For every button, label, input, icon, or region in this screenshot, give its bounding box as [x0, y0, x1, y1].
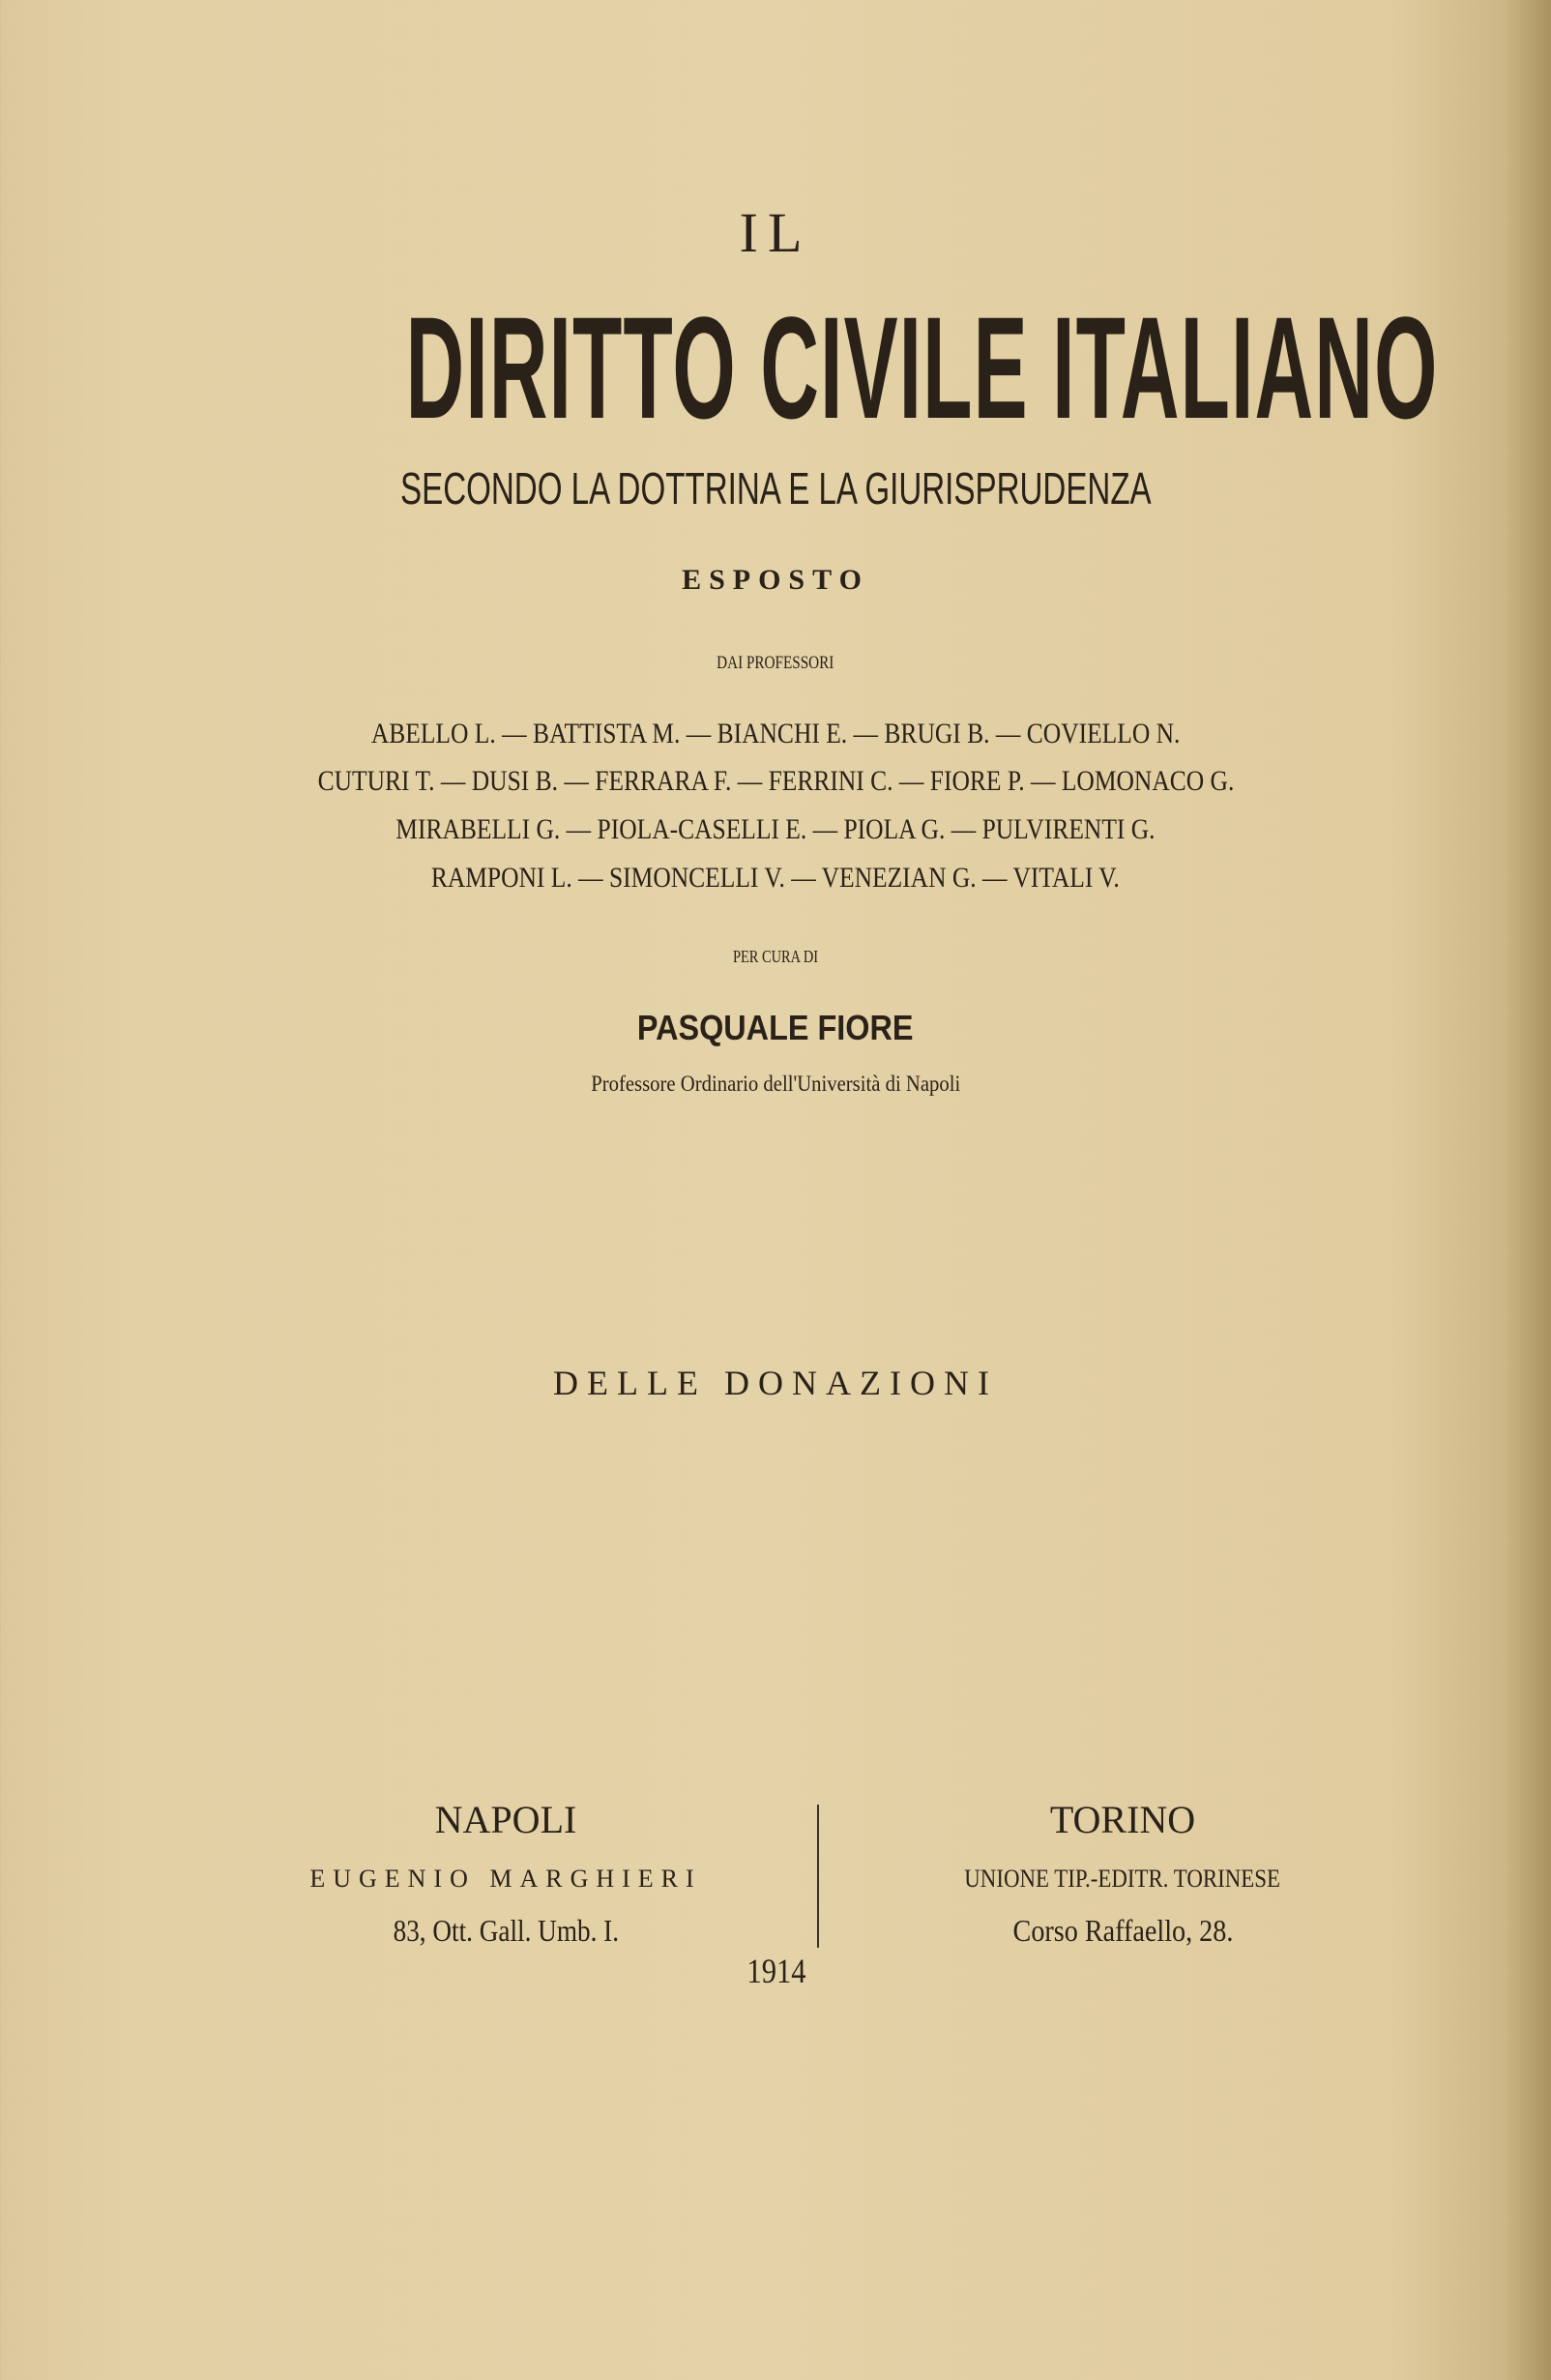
imprint-left-publisher: EUGENIO MARGHIERI: [309, 1865, 702, 1893]
imprint-left-address: 83, Ott. Gall. Umb. I.: [393, 1913, 619, 1948]
imprint-right-publisher: UNIONE TIP.-EDITR. TORINESE: [964, 1865, 1281, 1893]
imprint-right-city: TORINO: [1049, 1798, 1196, 1841]
editor-role: Professore Ordinario dell'Università di Napoli: [591, 1072, 960, 1096]
imprint-left-city: NAPOLI: [434, 1798, 577, 1841]
title-article: IL: [739, 201, 812, 264]
volume-title: DELLE DONAZIONI: [553, 1364, 998, 1402]
exposed-label: ESPOSTO: [682, 564, 869, 596]
author-line: ABELLO L. — BATTISTA M. — BIANCHI E. — BRUGI B. — COVIELLO N.: [370, 718, 1181, 749]
book-title: DIRITTO CIVILE ITALIANO: [405, 286, 1439, 449]
author-line: CUTURI T. — DUSI B. — FERRARA F. — FERRINI C. — FIORE P. — LOMONACO G.: [317, 765, 1234, 797]
subtitle: SECONDO LA DOTTRINA E LA GIURISPRUDENZA: [399, 463, 1152, 514]
author-line: MIRABELLI G. — PIOLA-CASELLI E. — PIOLA G. — PULVIRENTI G.: [395, 813, 1156, 845]
edited-by-label: PER CURA DI: [732, 947, 819, 966]
editor-name: PASQUALE FIORE: [637, 1008, 914, 1047]
imprint-right-address: Corso Raffaello, 28.: [1012, 1913, 1233, 1948]
author-line: RAMPONI L. — SIMONCELLI V. — VENEZIAN G. — VITALI V.: [431, 862, 1120, 894]
by-professors-label: DAI PROFESSORI: [717, 653, 834, 673]
publication-year: 1914: [746, 1952, 806, 1990]
